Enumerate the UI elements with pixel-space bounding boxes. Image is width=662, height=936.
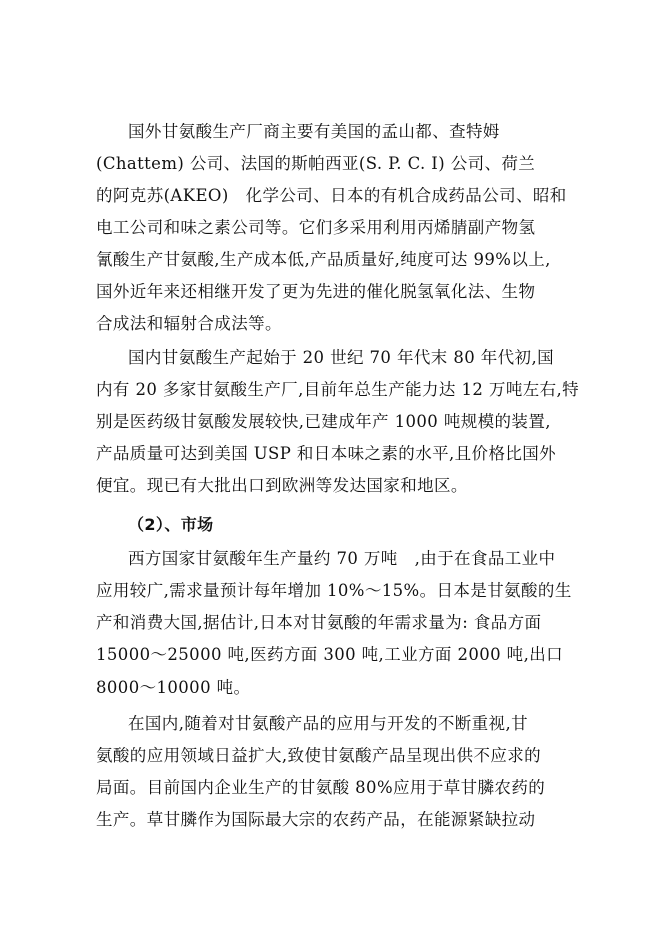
section-heading-market: （2）、市场 <box>128 515 214 534</box>
paragraph-1-line-2: (Chattem) 公司、法国的斯帕西亚(S. P. C. I) 公司、荷兰 <box>96 154 536 173</box>
paragraph-3-line-2: 应用较广,需求量预计每年增加 10%～15%。日本是甘氨酸的生 <box>96 581 572 600</box>
paragraph-4-line-1: 在国内,随着对甘氨酸产品的应用与开发的不断重视,甘 <box>128 714 528 733</box>
paragraph-4-line-3: 局面。目前国内企业生产的甘氨酸 80%应用于草甘膦农药的 <box>96 778 546 797</box>
paragraph-1-line-7: 合成法和辐射合成法等。 <box>96 314 282 333</box>
paragraph-3-line-5: 8000～10000 吨。 <box>96 678 251 697</box>
paragraph-1-line-3: 的阿克苏(AKEO) 化学公司、日本的有机合成药品公司、昭和 <box>96 186 567 205</box>
paragraph-3-line-4: 15000～25000 吨,医药方面 300 吨,工业方面 2000 吨,出口 <box>96 645 564 664</box>
paragraph-2-line-3: 别是医药级甘氨酸发展较快,已建成年产 1000 吨规模的装置, <box>96 412 551 431</box>
paragraph-2-line-4: 产品质量可达到美国 USP 和日本味之素的水平,且价格比国外 <box>96 444 557 463</box>
paragraph-4-line-4: 生产。草甘膦作为国际最大宗的农药产品，在能源紧缺拉动 <box>96 810 536 829</box>
paragraph-2-line-5: 便宜。现已有大批出口到欧洲等发达国家和地区。 <box>96 476 468 495</box>
paragraph-4-line-2: 氨酸的应用领域日益扩大,致使甘氨酸产品呈现出供不应求的 <box>96 746 542 765</box>
paragraph-1-line-6: 国外近年来还相继开发了更为先进的催化脱氢氧化法、生物 <box>96 282 536 301</box>
paragraph-2-line-2: 内有 20 多家甘氨酸生产厂,目前年总生产能力达 12 万吨左右,特 <box>96 380 580 399</box>
paragraph-1-line-5: 氰酸生产甘氨酸,生产成本低,产品质量好,纯度可达 99%以上, <box>96 250 551 269</box>
paragraph-1-line-1: 国外甘氨酸生产厂商主要有美国的孟山都、查特姆 <box>128 122 500 141</box>
paragraph-3-line-1: 西方国家甘氨酸年生产量约 70 万吨 ,由于在食品工业中 <box>128 549 556 568</box>
paragraph-2-line-1: 国内甘氨酸生产起始于 20 世纪 70 年代末 80 年代初,国 <box>128 348 555 367</box>
paragraph-1-line-4: 电工公司和味之素公司等。它们多采用利用丙烯腈副产物氢 <box>96 218 536 237</box>
paragraph-3-line-3: 产和消费大国,据估计,日本对甘氨酸的年需求量为: 食品方面 <box>96 613 542 632</box>
